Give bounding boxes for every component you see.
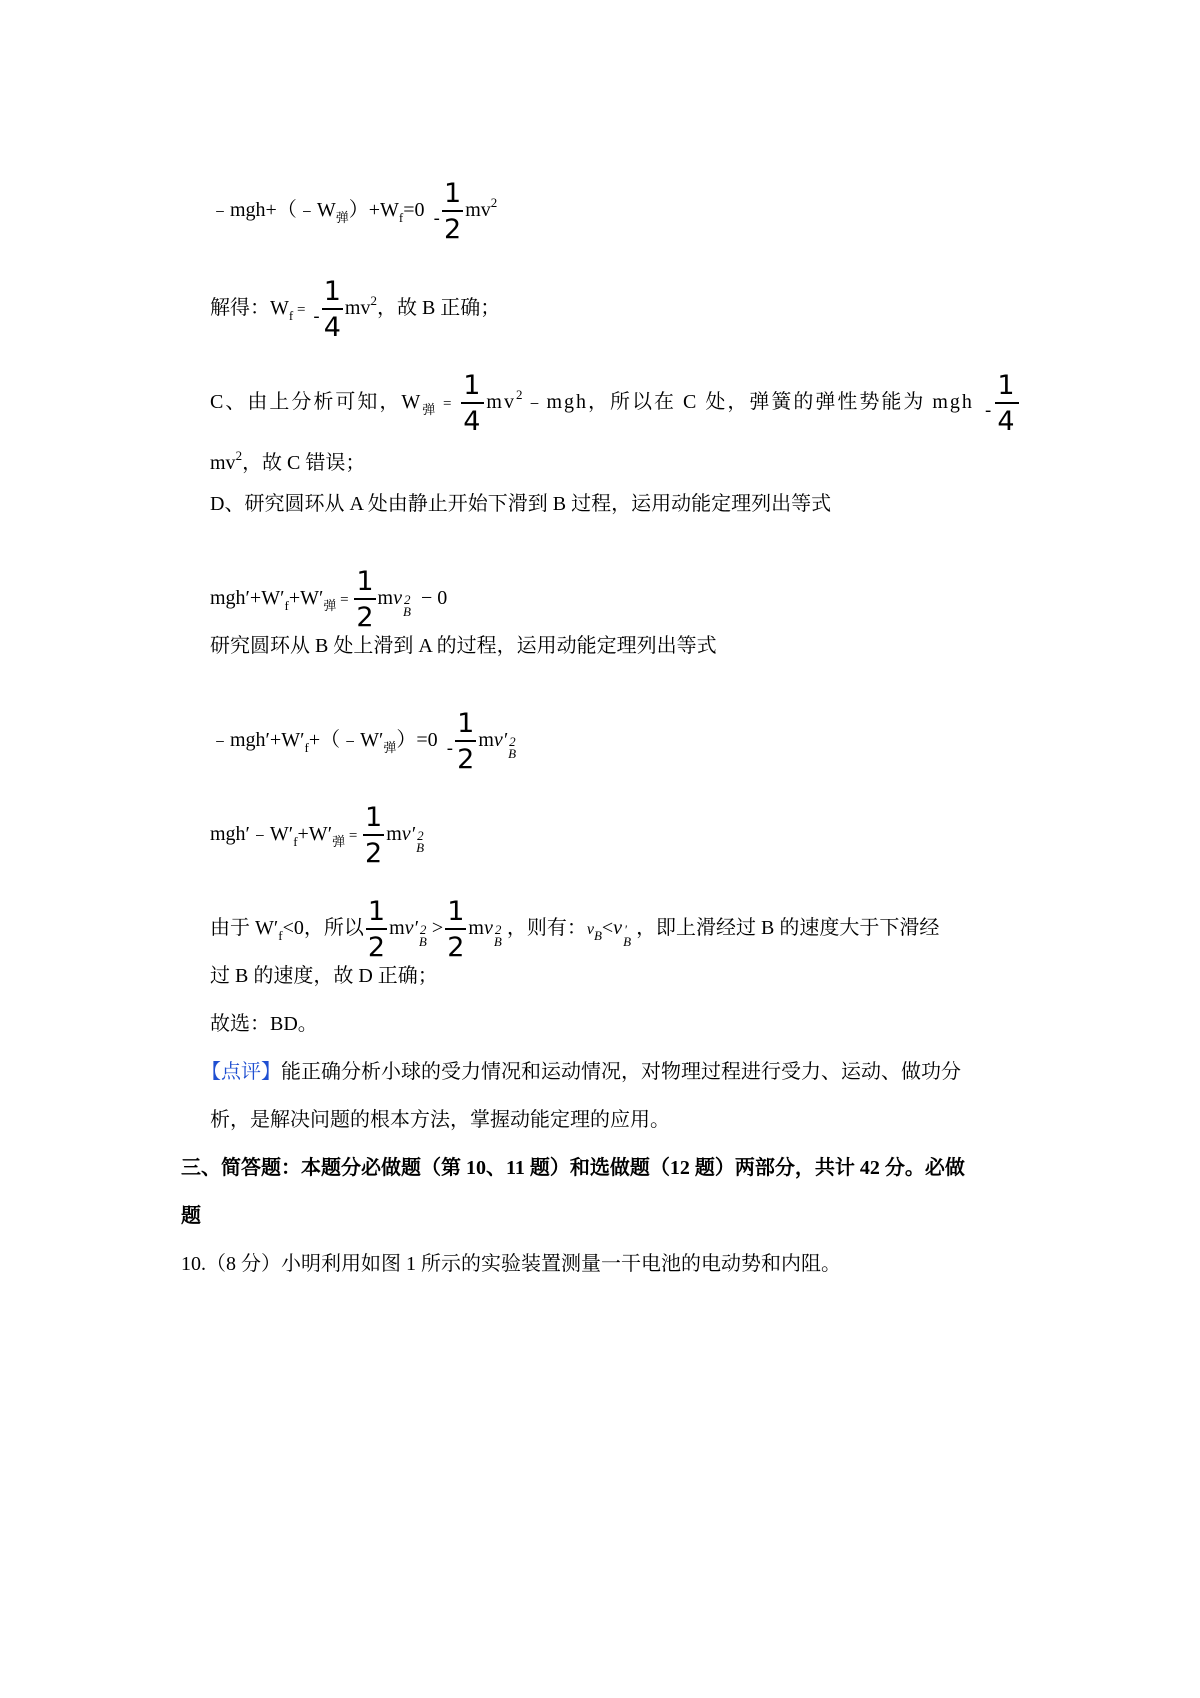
equation-line-1 — [210, 180, 497, 243]
text: ，则有： — [506, 917, 587, 940]
text: ）+W — [348, 199, 399, 222]
minus-sign: - — [433, 208, 441, 230]
text: = — [293, 302, 310, 319]
subscript: f — [293, 834, 298, 850]
equation-line-3 — [210, 372, 1021, 435]
text: +W′ — [288, 587, 324, 610]
section-heading: 三、简答题：本题分必做题（第 10、11 题）和选做题（12 题）两部分，共计 42 分。必做 — [181, 1157, 965, 1179]
fraction: $\frac{1}{4}$ — [463, 370, 483, 437]
subscript: 弹 — [323, 598, 337, 614]
text: = — [336, 592, 353, 609]
text: m — [389, 917, 405, 940]
text: +W′ — [297, 823, 333, 846]
subscript: f — [288, 308, 294, 324]
fraction: $\frac{1}{2}$ — [457, 708, 475, 775]
superscript: 2 — [490, 195, 498, 211]
text: m — [377, 587, 394, 610]
text: ，即上滑经过 B 的速度大于下滑经 — [636, 917, 940, 940]
fraction: $\frac{1}{2}$ — [356, 566, 374, 633]
equation-line-8 — [210, 710, 521, 773]
comment-line-13 — [201, 1058, 961, 1086]
text: +（﹣W′ — [308, 729, 384, 752]
subscript: 弹 — [383, 740, 397, 756]
text: = — [437, 396, 460, 413]
text: mv — [210, 452, 236, 474]
text: 能正确分析小球的受力情况和运动情况，对物理过程进行受力、运动、做功分 — [281, 1061, 961, 1083]
super-sub-script: 2 B — [402, 591, 411, 619]
text: mv — [486, 391, 516, 414]
velocity-symbol: v — [586, 921, 594, 939]
super-sub-script: 2 B — [416, 827, 425, 855]
subscript: 弹 — [335, 210, 349, 226]
super-sub-script: 2 B — [508, 733, 517, 761]
subscript: 弹 — [332, 834, 346, 850]
velocity-symbol: v′ — [493, 729, 508, 752]
text: m — [478, 729, 494, 752]
text: m — [468, 917, 484, 940]
subscript: B — [593, 928, 602, 944]
superscript: 2 — [370, 293, 377, 309]
text: m — [386, 823, 402, 846]
text-line-7: 研究圆环从 B 处上滑到 A 的过程，运用动能定理列出等式 — [210, 635, 717, 657]
text: 由于 W′ — [210, 917, 279, 940]
question-10: 10.（8 分）小明利用如图 1 所示的实验装置测量一干电池的电动势和内阻。 — [181, 1253, 841, 1275]
superscript: 2 — [515, 387, 525, 403]
subscript: 弹 — [422, 402, 438, 418]
fraction: $\frac{1}{4}$ — [323, 276, 341, 343]
greater-than: > — [431, 917, 444, 940]
subscript: f — [304, 740, 309, 756]
minus-sign: - — [984, 400, 994, 422]
text-line-4 — [210, 442, 365, 477]
equation-line-2 — [210, 278, 500, 341]
text: C、由上分析可知，W — [210, 391, 423, 414]
superscript: 2 — [235, 448, 243, 463]
text: ﹣mgh，所以在 C 处，弹簧的弹性势能为 mgh — [524, 391, 974, 414]
minus-sign: - — [446, 738, 454, 760]
section-heading-continued: 题 — [181, 1205, 201, 1227]
text: = — [345, 828, 362, 845]
fraction: $\frac{1}{2}$ — [444, 178, 462, 245]
text: ）=0 — [396, 729, 438, 752]
equation-line-9 — [210, 804, 429, 867]
velocity-symbol: v — [393, 587, 402, 610]
velocity-symbol: v′ — [401, 823, 416, 846]
super-sub-script: ′ B — [623, 921, 632, 949]
text: ﹣mgh′+W′ — [210, 729, 305, 752]
text: mv — [344, 297, 371, 320]
velocity-symbol: v′ — [404, 917, 418, 940]
super-sub-script: 2 B — [418, 921, 427, 949]
fraction: $\frac{1}{2}$ — [447, 896, 465, 963]
subscript: f — [398, 210, 404, 226]
velocity-symbol: v — [613, 917, 623, 940]
subscript: f — [278, 928, 283, 944]
fraction: $\frac{1}{4}$ — [997, 370, 1017, 437]
text-line-5: D、研究圆环从 A 处由静止开始下滑到 B 过程，运用动能定理列出等式 — [210, 493, 832, 515]
text: ，故 C 错误； — [242, 452, 366, 474]
equation-line-6 — [210, 568, 447, 631]
super-sub-script: 2 B — [493, 921, 502, 949]
text: mv — [465, 199, 491, 222]
text: 解得：W — [210, 297, 289, 320]
text: − 0 — [415, 587, 448, 610]
less-than: < — [601, 917, 614, 940]
subscript: f — [284, 598, 289, 614]
text-line-12: 故选：BD。 — [210, 1013, 318, 1035]
velocity-symbol: v — [483, 917, 493, 940]
text: mgh′﹣W′ — [210, 823, 294, 846]
comment-tag: 【点评】 — [201, 1061, 281, 1083]
fraction: $\frac{1}{2}$ — [365, 802, 383, 869]
text: ﹣mgh+（﹣W — [210, 199, 336, 222]
text-line-11: 过 B 的速度，故 D 正确； — [210, 965, 438, 987]
text: <0，所以 — [282, 917, 364, 940]
equation-line-10 — [210, 898, 939, 961]
text: ，故 B 正确； — [376, 297, 501, 320]
text-line-14: 析，是解决问题的根本方法，掌握动能定理的应用。 — [210, 1109, 670, 1131]
text: mgh′+W′ — [210, 587, 285, 610]
text: =0 — [403, 199, 425, 222]
minus-sign: - — [313, 306, 320, 328]
fraction: $\frac{1}{2}$ — [367, 896, 386, 963]
